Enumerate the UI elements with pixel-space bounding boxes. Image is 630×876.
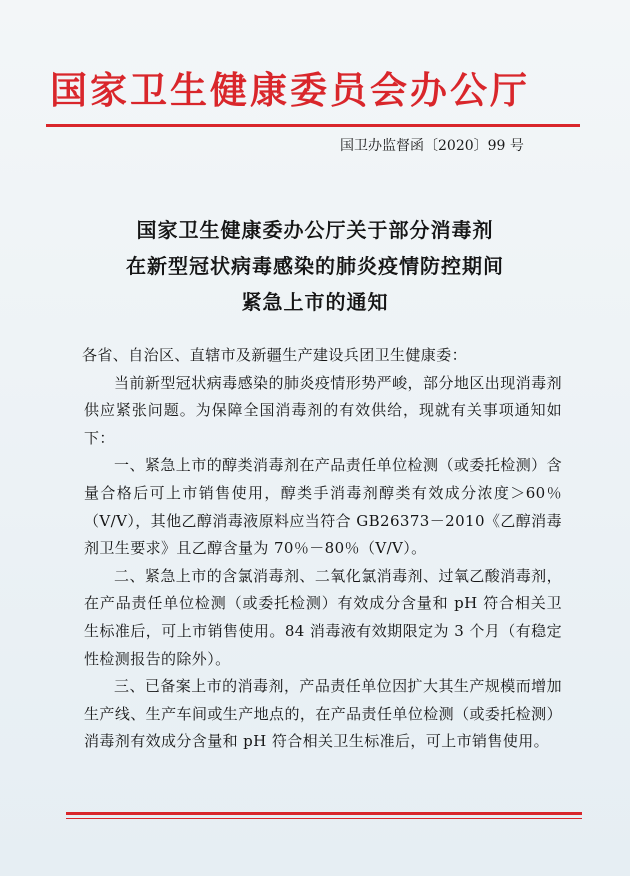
item-3-paragraph: 三、已备案上市的消毒剂，产品责任单位因扩大其生产规模而增加生产线、生产车间或生产地点的，在产品责任单位检测（或委托检测）消毒剂有效成分含量和 pH 符合相关卫生标准后，可上市销售使用。 (84, 677, 562, 751)
document-body (84, 342, 562, 756)
item-2-paragraph: 二、紧急上市的含氯消毒剂、二氧化氯消毒剂、过氧乙酸消毒剂，在产品责任单位检测（或委托检测）有效成分含量和 pH 符合相关卫生标准后，可上市销售使用。84 消毒液有效期限定为 3 个月（有稳定性检测报告的除外）。 (84, 566, 562, 668)
title-line-2: 在新型冠状病毒感染的肺炎疫情防控期间 (126, 254, 504, 278)
footer-red-rule-thick (66, 812, 582, 815)
title-line-1: 国家卫生健康委办公厅关于部分消毒剂 (136, 218, 494, 242)
issuer-header: 国家卫生健康委员会办公厅 (50, 68, 530, 112)
document-title (60, 212, 570, 320)
salutation: 各省、自治区、直辖市及新疆生产建设兵团卫生健康委： (82, 346, 468, 364)
document-number: 国卫办监督函〔2020〕99 号 (340, 138, 524, 154)
footer-red-rule-thin (66, 818, 582, 819)
header-red-rule (46, 124, 580, 127)
intro-paragraph: 当前新型冠状病毒感染的肺炎疫情形势严峻，部分地区出现消毒剂供应紧张问题。为保障全国消毒剂的有效供给，现就有关事项通知如下： (84, 373, 562, 447)
item-1-paragraph: 一、紧急上市的醇类消毒剂在产品责任单位检测（或委托检测）含量合格后可上市销售使用，醇类手消毒剂醇类有效成分浓度＞60％（V/V），其他乙醇消毒液原料应当符合 GB26373－2010《乙醇消毒剂卫生要求》且乙醇含量为 70％－80％（V/V）。 (84, 456, 562, 558)
title-line-3: 紧急上市的通知 (241, 290, 389, 314)
